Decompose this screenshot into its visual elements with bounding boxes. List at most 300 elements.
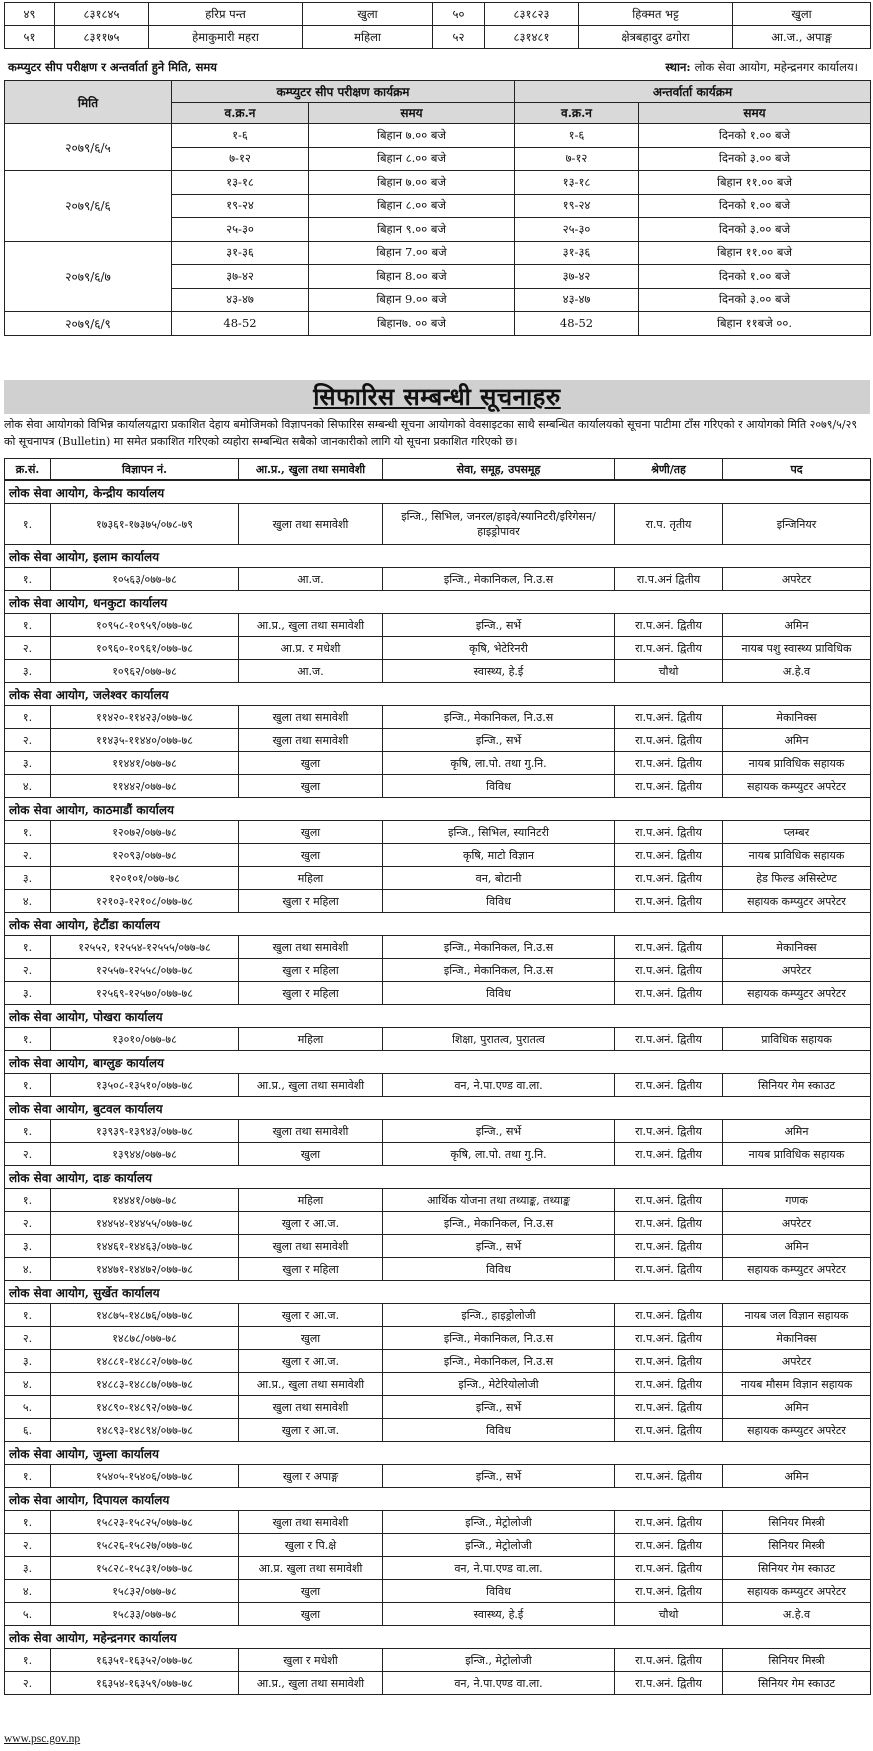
serial-cell: २. (5, 729, 51, 752)
category-cell: खुला तथा समावेशी (239, 706, 383, 729)
level-cell: रा.प.अनं. द्वितीय (615, 890, 723, 913)
category-cell: खुला (239, 1327, 383, 1350)
advert-number: १२५५७-१२५५८/०७७-७८ (51, 959, 239, 982)
post-cell: गणक (723, 1189, 871, 1212)
col-time-header: समय (639, 102, 871, 124)
category-cell: खुला (239, 821, 383, 844)
service-group: इन्जि., मेकानिकल, नि.उ.स (383, 1212, 615, 1235)
advert-number: १७३६१-१७३७५/०७८-७९ (51, 504, 239, 545)
name-cell: हिक्मत भट्ट (579, 3, 733, 26)
advert-number: १०९५८-१०९५९/०७७-७८ (51, 614, 239, 637)
computer-time: बिहान ९.०० बजे (309, 218, 515, 242)
interview-roll: १३-१८ (515, 171, 639, 195)
office-heading-row (5, 683, 871, 706)
serial-cell: ३. (5, 752, 51, 775)
serial-cell: ५२ (433, 26, 485, 49)
service-group: स्वास्थ्य, हे.ई (383, 1603, 615, 1626)
serial-cell: १. (5, 1028, 51, 1051)
serial-cell: १. (5, 1189, 51, 1212)
name-cell: हरिप्र पन्त (149, 3, 303, 26)
schedule-row (5, 312, 871, 336)
location-value: लोक सेवा आयोग, महेन्द्रनगर कार्यालय। (694, 60, 858, 74)
computer-roll: १३-१८ (172, 171, 309, 195)
post-cell: सिनियर मिस्त्री (723, 1649, 871, 1672)
serial-cell: २. (5, 844, 51, 867)
computer-time: बिहान 8.०० बजे (309, 265, 515, 289)
table-row (5, 1258, 871, 1281)
level-cell: रा.प.अनं. द्वितीय (615, 1672, 723, 1695)
table-row (5, 1212, 871, 1235)
category-cell: आ.ज. (239, 660, 383, 683)
office-name: लोक सेवा आयोग, दाङ कार्यालय (5, 1166, 871, 1189)
table-row (5, 1327, 871, 1350)
computer-time: बिहान ७.०० बजे (309, 124, 515, 148)
office-heading-row (5, 1281, 871, 1304)
level-cell: रा.प.अनं. द्वितीय (615, 844, 723, 867)
level-cell: रा.प.अनं. द्वितीय (615, 1557, 723, 1580)
service-group: कृषि, ला.पो. तथा गु.नि. (383, 752, 615, 775)
post-cell: सहायक कम्प्युटर अपरेटर (723, 982, 871, 1005)
category-cell: महिला (239, 867, 383, 890)
level-cell: रा.प.अनं. द्वितीय (615, 1534, 723, 1557)
level-cell: रा.प.अनं. द्वितीय (615, 1373, 723, 1396)
category-cell: खुला तथा समावेशी (239, 1396, 383, 1419)
post-cell: सहायक कम्प्युटर अपरेटर (723, 1580, 871, 1603)
level-cell: रा.प.अनं. द्वितीय (615, 821, 723, 844)
serial-cell: २. (5, 959, 51, 982)
advert-number: १२०१०१/०७७-७८ (51, 867, 239, 890)
serial-cell: ३. (5, 1235, 51, 1258)
level-cell: चौथो (615, 1603, 723, 1626)
serial-cell: ४. (5, 1258, 51, 1281)
col-roll-header: व.क्र.न (172, 102, 309, 124)
service-group: विविध (383, 982, 615, 1005)
col-roll-header: व.क्र.न (515, 102, 639, 124)
category-cell: आ.प्र., खुला तथा समावेशी (239, 1074, 383, 1097)
service-group: इन्जि., मेकानिकल, नि.उ.स (383, 1327, 615, 1350)
computer-time: बिहान 9.०० बजे (309, 288, 515, 312)
serial-cell: १. (5, 1465, 51, 1488)
advert-number: १३९३९-१३९४३/०७७-७८ (51, 1120, 239, 1143)
office-heading-row (5, 1005, 871, 1028)
office-name: लोक सेवा आयोग, सुर्खेत कार्यालय (5, 1281, 871, 1304)
serial-cell: २. (5, 1143, 51, 1166)
service-group: इन्जि., सर्भे (383, 729, 615, 752)
advert-number: १५८३३/०७७-७८ (51, 1603, 239, 1626)
serial-cell: ३. (5, 660, 51, 683)
col-category-header: आ.प्र., खुला तथा समावेशी (239, 459, 383, 481)
category-cell: खुला (303, 3, 433, 26)
interview-roll: २५-३० (515, 218, 639, 242)
service-group: आर्थिक योजना तथा तथ्याङ्क, तथ्याङ्क (383, 1189, 615, 1212)
office-name: लोक सेवा आयोग, हेटौंडा कार्यालय (5, 913, 871, 936)
post-cell: नायब मौसम विज्ञान सहायक (723, 1373, 871, 1396)
schedule-date: २०७९/६/९ (5, 312, 172, 336)
service-group: इन्जि., मेकानिकल, नि.उ.स (383, 936, 615, 959)
category-cell: खुला र आ.ज. (239, 1350, 383, 1373)
advert-number: १५८३२/०७७-७८ (51, 1580, 239, 1603)
table-row (5, 1373, 871, 1396)
serial-cell: ५० (433, 3, 485, 26)
recommendation-table (4, 458, 871, 1695)
advert-number: १४४७१-१४४७२/०७७-७८ (51, 1258, 239, 1281)
level-cell: रा.प.अनं. द्वितीय (615, 1074, 723, 1097)
table-row (5, 1350, 871, 1373)
service-group: वन, ने.पा.एण्ड वा.ला. (383, 1557, 615, 1580)
computer-time: बिहान ८.०० बजे (309, 147, 515, 171)
serial-cell: १. (5, 1074, 51, 1097)
serial-cell: ५. (5, 1603, 51, 1626)
service-group: विविध (383, 890, 615, 913)
table-row (5, 1235, 871, 1258)
service-group: विविध (383, 1419, 615, 1442)
computer-roll: ४३-४७ (172, 288, 309, 312)
post-cell: प्राविधिक सहायक (723, 1028, 871, 1051)
category-cell: खुला (239, 844, 383, 867)
service-group: इन्जि., सिभिल, स्यानिटरी (383, 821, 615, 844)
advert-number: १४४५४-१४४५५/०७७-७८ (51, 1212, 239, 1235)
table-row (5, 982, 871, 1005)
category-cell: खुला र महिला (239, 890, 383, 913)
advert-number: १३०१०/०७७-७८ (51, 1028, 239, 1051)
category-cell: खुला (239, 752, 383, 775)
category-cell: खुला (239, 775, 383, 798)
serial-cell: १. (5, 821, 51, 844)
interview-time: बिहान ११बजे ००. (639, 312, 871, 336)
level-cell: रा.प.अनं. द्वितीय (615, 614, 723, 637)
office-name: लोक सेवा आयोग, काठमाडौं कार्यालय (5, 798, 871, 821)
table-row (5, 1143, 871, 1166)
category-cell: खुला र महिला (239, 959, 383, 982)
category-cell: खुला तथा समावेशी (239, 1120, 383, 1143)
interview-roll: ३१-३६ (515, 241, 639, 265)
name-cell: क्षेत्रबहादुर ढगोरा (579, 26, 733, 49)
level-cell: रा.प.अनं. द्वितीय (615, 867, 723, 890)
schedule-title: कम्प्युटर सीप परीक्षण र अन्तर्वार्ता हुने मिति, समय (8, 60, 217, 74)
advert-number: १५८२८-१५८३१/०७७-७८ (51, 1557, 239, 1580)
col-service-header: सेवा, समूह, उपसमूह (383, 459, 615, 481)
candidate-row (5, 26, 871, 49)
advert-number: १४८८१-१४८८२/०७७-७८ (51, 1350, 239, 1373)
service-group: इन्जि., सर्भे (383, 1396, 615, 1419)
table-row (5, 1396, 871, 1419)
level-cell: रा.प.अनं. द्वितीय (615, 706, 723, 729)
roll-cell: ८३१४८१ (485, 26, 579, 49)
post-cell: नायब पशु स्वास्थ्य प्राविधिक (723, 637, 871, 660)
service-group: विविध (383, 1258, 615, 1281)
table-row (5, 729, 871, 752)
service-group: विविध (383, 1580, 615, 1603)
service-group: इन्जि., मेट्रोलोजी (383, 1534, 615, 1557)
col-level-header: श्रेणी/तह (615, 459, 723, 481)
computer-time: बिहान 7.०० बजे (309, 241, 515, 265)
service-group: इन्जि., मेकानिकल, नि.उ.स (383, 568, 615, 591)
schedule-heading (6, 59, 866, 77)
table-row (5, 1557, 871, 1580)
advert-number: १४४६१-१४४६३/०७७-७८ (51, 1235, 239, 1258)
advert-number: १२०९३/०७७-७८ (51, 844, 239, 867)
computer-time: बिहान७. ०० बजे (309, 312, 515, 336)
advert-number: १०९६२/०७७-७८ (51, 660, 239, 683)
computer-time: बिहान ७.०० बजे (309, 171, 515, 195)
service-group: वन, ने.पा.एण्ड वा.ला. (383, 1074, 615, 1097)
category-cell: खुला र पि.क्षे (239, 1534, 383, 1557)
level-cell: रा.प.अनं. द्वितीय (615, 1396, 723, 1419)
service-group: इन्जि., सर्भे (383, 1120, 615, 1143)
level-cell: रा.प.अनं. द्वितीय (615, 1258, 723, 1281)
serial-cell: १. (5, 706, 51, 729)
category-cell: खुला (239, 1580, 383, 1603)
category-cell: खुला र महिला (239, 982, 383, 1005)
category-cell: आ.ज. (239, 568, 383, 591)
category-cell: खुला तथा समावेशी (239, 1235, 383, 1258)
table-row (5, 568, 871, 591)
table-row (5, 1534, 871, 1557)
post-cell: सिनियर मिस्त्री (723, 1511, 871, 1534)
level-cell: रा.प.अनं. द्वितीय (615, 1143, 723, 1166)
office-name: लोक सेवा आयोग, केन्द्रीय कार्यालय (5, 480, 871, 504)
post-cell: अ.हे.व (723, 660, 871, 683)
table-row (5, 1465, 871, 1488)
serial-cell: १. (5, 1120, 51, 1143)
post-cell: अपरेटर (723, 1212, 871, 1235)
table-row (5, 637, 871, 660)
post-cell: हेड फिल्ड असिस्टेण्ट (723, 867, 871, 890)
serial-cell: २. (5, 1327, 51, 1350)
office-heading-row (5, 1097, 871, 1120)
roll-cell: ८३१८२३ (485, 3, 579, 26)
table-row (5, 936, 871, 959)
serial-cell: १. (5, 1304, 51, 1327)
table-row (5, 1028, 871, 1051)
serial-cell: ३. (5, 1350, 51, 1373)
category-cell: खुला र आ.ज. (239, 1304, 383, 1327)
office-heading-row (5, 1051, 871, 1074)
category-cell: खुला र मधेशी (239, 1649, 383, 1672)
post-cell: अमिन (723, 1235, 871, 1258)
category-cell: आ.ज., अपाङ्ग (733, 26, 871, 49)
category-cell: खुला (239, 1143, 383, 1166)
level-cell: रा.प.अनं. द्वितीय (615, 1189, 723, 1212)
category-cell: आ.प्र., खुला तथा समावेशी (239, 1672, 383, 1695)
table-row (5, 660, 871, 683)
schedule-table (4, 80, 871, 336)
advert-number: १४४४१/०७७-७८ (51, 1189, 239, 1212)
office-heading-row (5, 1626, 871, 1649)
level-cell: रा.प. तृतीय (615, 504, 723, 545)
service-group: कृषि, ला.पो. तथा गु.नि. (383, 1143, 615, 1166)
interview-roll: ७-१२ (515, 147, 639, 171)
post-cell: अमिन (723, 729, 871, 752)
office-name: लोक सेवा आयोग, महेन्द्रनगर कार्यालय (5, 1626, 871, 1649)
advert-number: १२०७२/०७७-७८ (51, 821, 239, 844)
advert-number: १६३५१-१६३५२/०७७-७८ (51, 1649, 239, 1672)
office-name: लोक सेवा आयोग, पोखरा कार्यालय (5, 1005, 871, 1028)
roll-cell: ८३११७५ (55, 26, 149, 49)
interview-time: दिनको १.०० बजे (639, 265, 871, 289)
service-group: इन्जि., मेकानिकल, नि.उ.स (383, 1350, 615, 1373)
advert-number: १५८२३-१५८२५/०७७-७८ (51, 1511, 239, 1534)
computer-roll: 48-52 (172, 312, 309, 336)
post-cell: अमिन (723, 1396, 871, 1419)
serial-cell: ४९ (5, 3, 55, 26)
col-date-header: मिति (5, 81, 172, 124)
service-group: विविध (383, 775, 615, 798)
office-heading-row (5, 545, 871, 568)
serial-cell: ४. (5, 890, 51, 913)
level-cell: रा.प.अनं. द्वितीय (615, 1511, 723, 1534)
schedule-date: २०७९/६/५ (5, 124, 172, 171)
table-row (5, 614, 871, 637)
category-cell: खुला तथा समावेशी (239, 729, 383, 752)
table-row (5, 1511, 871, 1534)
table-row (5, 504, 871, 545)
post-cell: मेकानिक्स (723, 706, 871, 729)
table-row (5, 706, 871, 729)
level-cell: रा.प.अनं. द्वितीय (615, 1327, 723, 1350)
table-row (5, 1649, 871, 1672)
table-row (5, 1603, 871, 1626)
level-cell: रा.प.अनं. द्वितीय (615, 1235, 723, 1258)
level-cell: रा.प.अनं. द्वितीय (615, 1212, 723, 1235)
post-cell: सिनियर गेम स्काउट (723, 1672, 871, 1695)
post-cell: अपरेटर (723, 959, 871, 982)
footer-url[interactable]: www.psc.gov.np (4, 1733, 81, 1745)
table-row (5, 867, 871, 890)
interview-time: दिनको १.०० बजे (639, 124, 871, 148)
office-heading-row (5, 1488, 871, 1511)
advert-number: १५४०५-१५४०६/०७७-७८ (51, 1465, 239, 1488)
table-row (5, 1419, 871, 1442)
table-row (5, 1304, 871, 1327)
table-row (5, 752, 871, 775)
advert-number: १३९४४/०७७-७८ (51, 1143, 239, 1166)
computer-roll: २५-३० (172, 218, 309, 242)
level-cell: रा.प.अनं. द्वितीय (615, 936, 723, 959)
interview-time: बिहान ११.०० बजे (639, 241, 871, 265)
level-cell: रा.प.अनं. द्वितीय (615, 637, 723, 660)
post-cell: सहायक कम्प्युटर अपरेटर (723, 775, 871, 798)
office-name: लोक सेवा आयोग, बाग्लुङ कार्यालय (5, 1051, 871, 1074)
table-row (5, 821, 871, 844)
service-group: कृषि, भेटेरिनरी (383, 637, 615, 660)
service-group: इन्जि., सिभिल, जनरल/हाइवे/स्यानिटरी/इरिगेसन/हाइड्रोपावर (383, 504, 615, 545)
interview-roll: ३७-४२ (515, 265, 639, 289)
advert-number: १४८९०-१४८९२/०७७-७८ (51, 1396, 239, 1419)
office-name: लोक सेवा आयोग, इलाम कार्यालय (5, 545, 871, 568)
col-time-header: समय (309, 102, 515, 124)
service-group: स्वास्थ्य, हे.ई (383, 660, 615, 683)
post-cell: सहायक कम्प्युटर अपरेटर (723, 890, 871, 913)
serial-cell: २. (5, 1534, 51, 1557)
serial-cell: १. (5, 614, 51, 637)
service-group: वन, बोटानी (383, 867, 615, 890)
schedule-date: २०७९/६/७ (5, 241, 172, 312)
serial-cell: ४. (5, 1373, 51, 1396)
computer-roll: ७-१२ (172, 147, 309, 171)
table-row (5, 1580, 871, 1603)
serial-cell: ३. (5, 1557, 51, 1580)
level-cell: रा.प.अनं. द्वितीय (615, 1419, 723, 1442)
post-cell: नायब प्राविधिक सहायक (723, 1143, 871, 1166)
serial-cell: ३. (5, 867, 51, 890)
office-name: लोक सेवा आयोग, जुम्ला कार्यालय (5, 1442, 871, 1465)
category-cell: महिला (239, 1189, 383, 1212)
office-heading-row (5, 591, 871, 614)
category-cell: खुला र अपाङ्ग (239, 1465, 383, 1488)
category-cell: खुला (239, 1603, 383, 1626)
location-line (665, 60, 858, 75)
roll-cell: ८३१८४५ (55, 3, 149, 26)
office-name: लोक सेवा आयोग, दिपायल कार्यालय (5, 1488, 871, 1511)
level-cell: रा.प.अनं. द्वितीय (615, 752, 723, 775)
advert-number: १३५०८-१३५१०/०७७-७८ (51, 1074, 239, 1097)
serial-cell: २. (5, 1212, 51, 1235)
post-cell: अमिन (723, 1465, 871, 1488)
table-row (5, 890, 871, 913)
category-cell: खुला (733, 3, 871, 26)
serial-cell: १. (5, 936, 51, 959)
schedule-row (5, 171, 871, 195)
level-cell: रा.प.अनं. द्वितीय (615, 1304, 723, 1327)
post-cell: मेकानिक्स (723, 1327, 871, 1350)
col-post-header: पद (723, 459, 871, 481)
level-cell: रा.प.अनं. द्वितीय (615, 729, 723, 752)
advert-number: १२५६९-१२५७०/०७७-७८ (51, 982, 239, 1005)
category-cell: आ.प्र., खुला तथा समावेशी (239, 614, 383, 637)
candidate-row (5, 3, 871, 26)
post-cell: अमिन (723, 614, 871, 637)
serial-cell: ३. (5, 982, 51, 1005)
table-row (5, 959, 871, 982)
office-heading-row (5, 1166, 871, 1189)
category-cell: आ.प्र. र मधेशी (239, 637, 383, 660)
serial-cell: ५. (5, 1396, 51, 1419)
office-name: लोक सेवा आयोग, जलेश्वर कार्यालय (5, 683, 871, 706)
location-label: स्थान: (665, 60, 691, 74)
serial-cell: ५१ (5, 26, 55, 49)
level-cell: रा.प.अनं. द्वितीय (615, 1028, 723, 1051)
serial-cell: २. (5, 637, 51, 660)
advert-number: १०५६३/०७७-७८ (51, 568, 239, 591)
office-name: लोक सेवा आयोग, धनकुटा कार्यालय (5, 591, 871, 614)
table-row (5, 1120, 871, 1143)
category-cell: आ.प्र. खुला तथा समावेशी (239, 1557, 383, 1580)
category-cell: खुला र आ.ज. (239, 1419, 383, 1442)
advert-number: १०९६०-१०९६१/०७७-७८ (51, 637, 239, 660)
recommendation-banner (4, 380, 870, 414)
advert-number: १४८९३-१४८९४/०७७-७८ (51, 1419, 239, 1442)
col-computer-header: कम्प्युटर सीप परीक्षण कार्यक्रम (172, 81, 515, 103)
banner-title: सिफारिस सम्बन्धी सूचनाहरु (313, 382, 561, 411)
serial-cell: १. (5, 1649, 51, 1672)
advert-number: ११४४१/०७७-७८ (51, 752, 239, 775)
interview-roll: 48-52 (515, 312, 639, 336)
post-cell: नायब प्राविधिक सहायक (723, 752, 871, 775)
post-cell: सहायक कम्प्युटर अपरेटर (723, 1258, 871, 1281)
serial-cell: ४. (5, 775, 51, 798)
service-group: वन, ने.पा.एण्ड वा.ला. (383, 1672, 615, 1695)
interview-time: दिनको ३.०० बजे (639, 218, 871, 242)
category-cell: खुला तथा समावेशी (239, 936, 383, 959)
post-cell: इन्जिनियर (723, 504, 871, 545)
table-row (5, 1189, 871, 1212)
advert-number: ११४४२/०७७-७८ (51, 775, 239, 798)
office-heading-row (5, 798, 871, 821)
interview-roll: ४३-४७ (515, 288, 639, 312)
advert-number: ११४३५-११४४०/०७७-७८ (51, 729, 239, 752)
interview-time: दिनको ३.०० बजे (639, 288, 871, 312)
